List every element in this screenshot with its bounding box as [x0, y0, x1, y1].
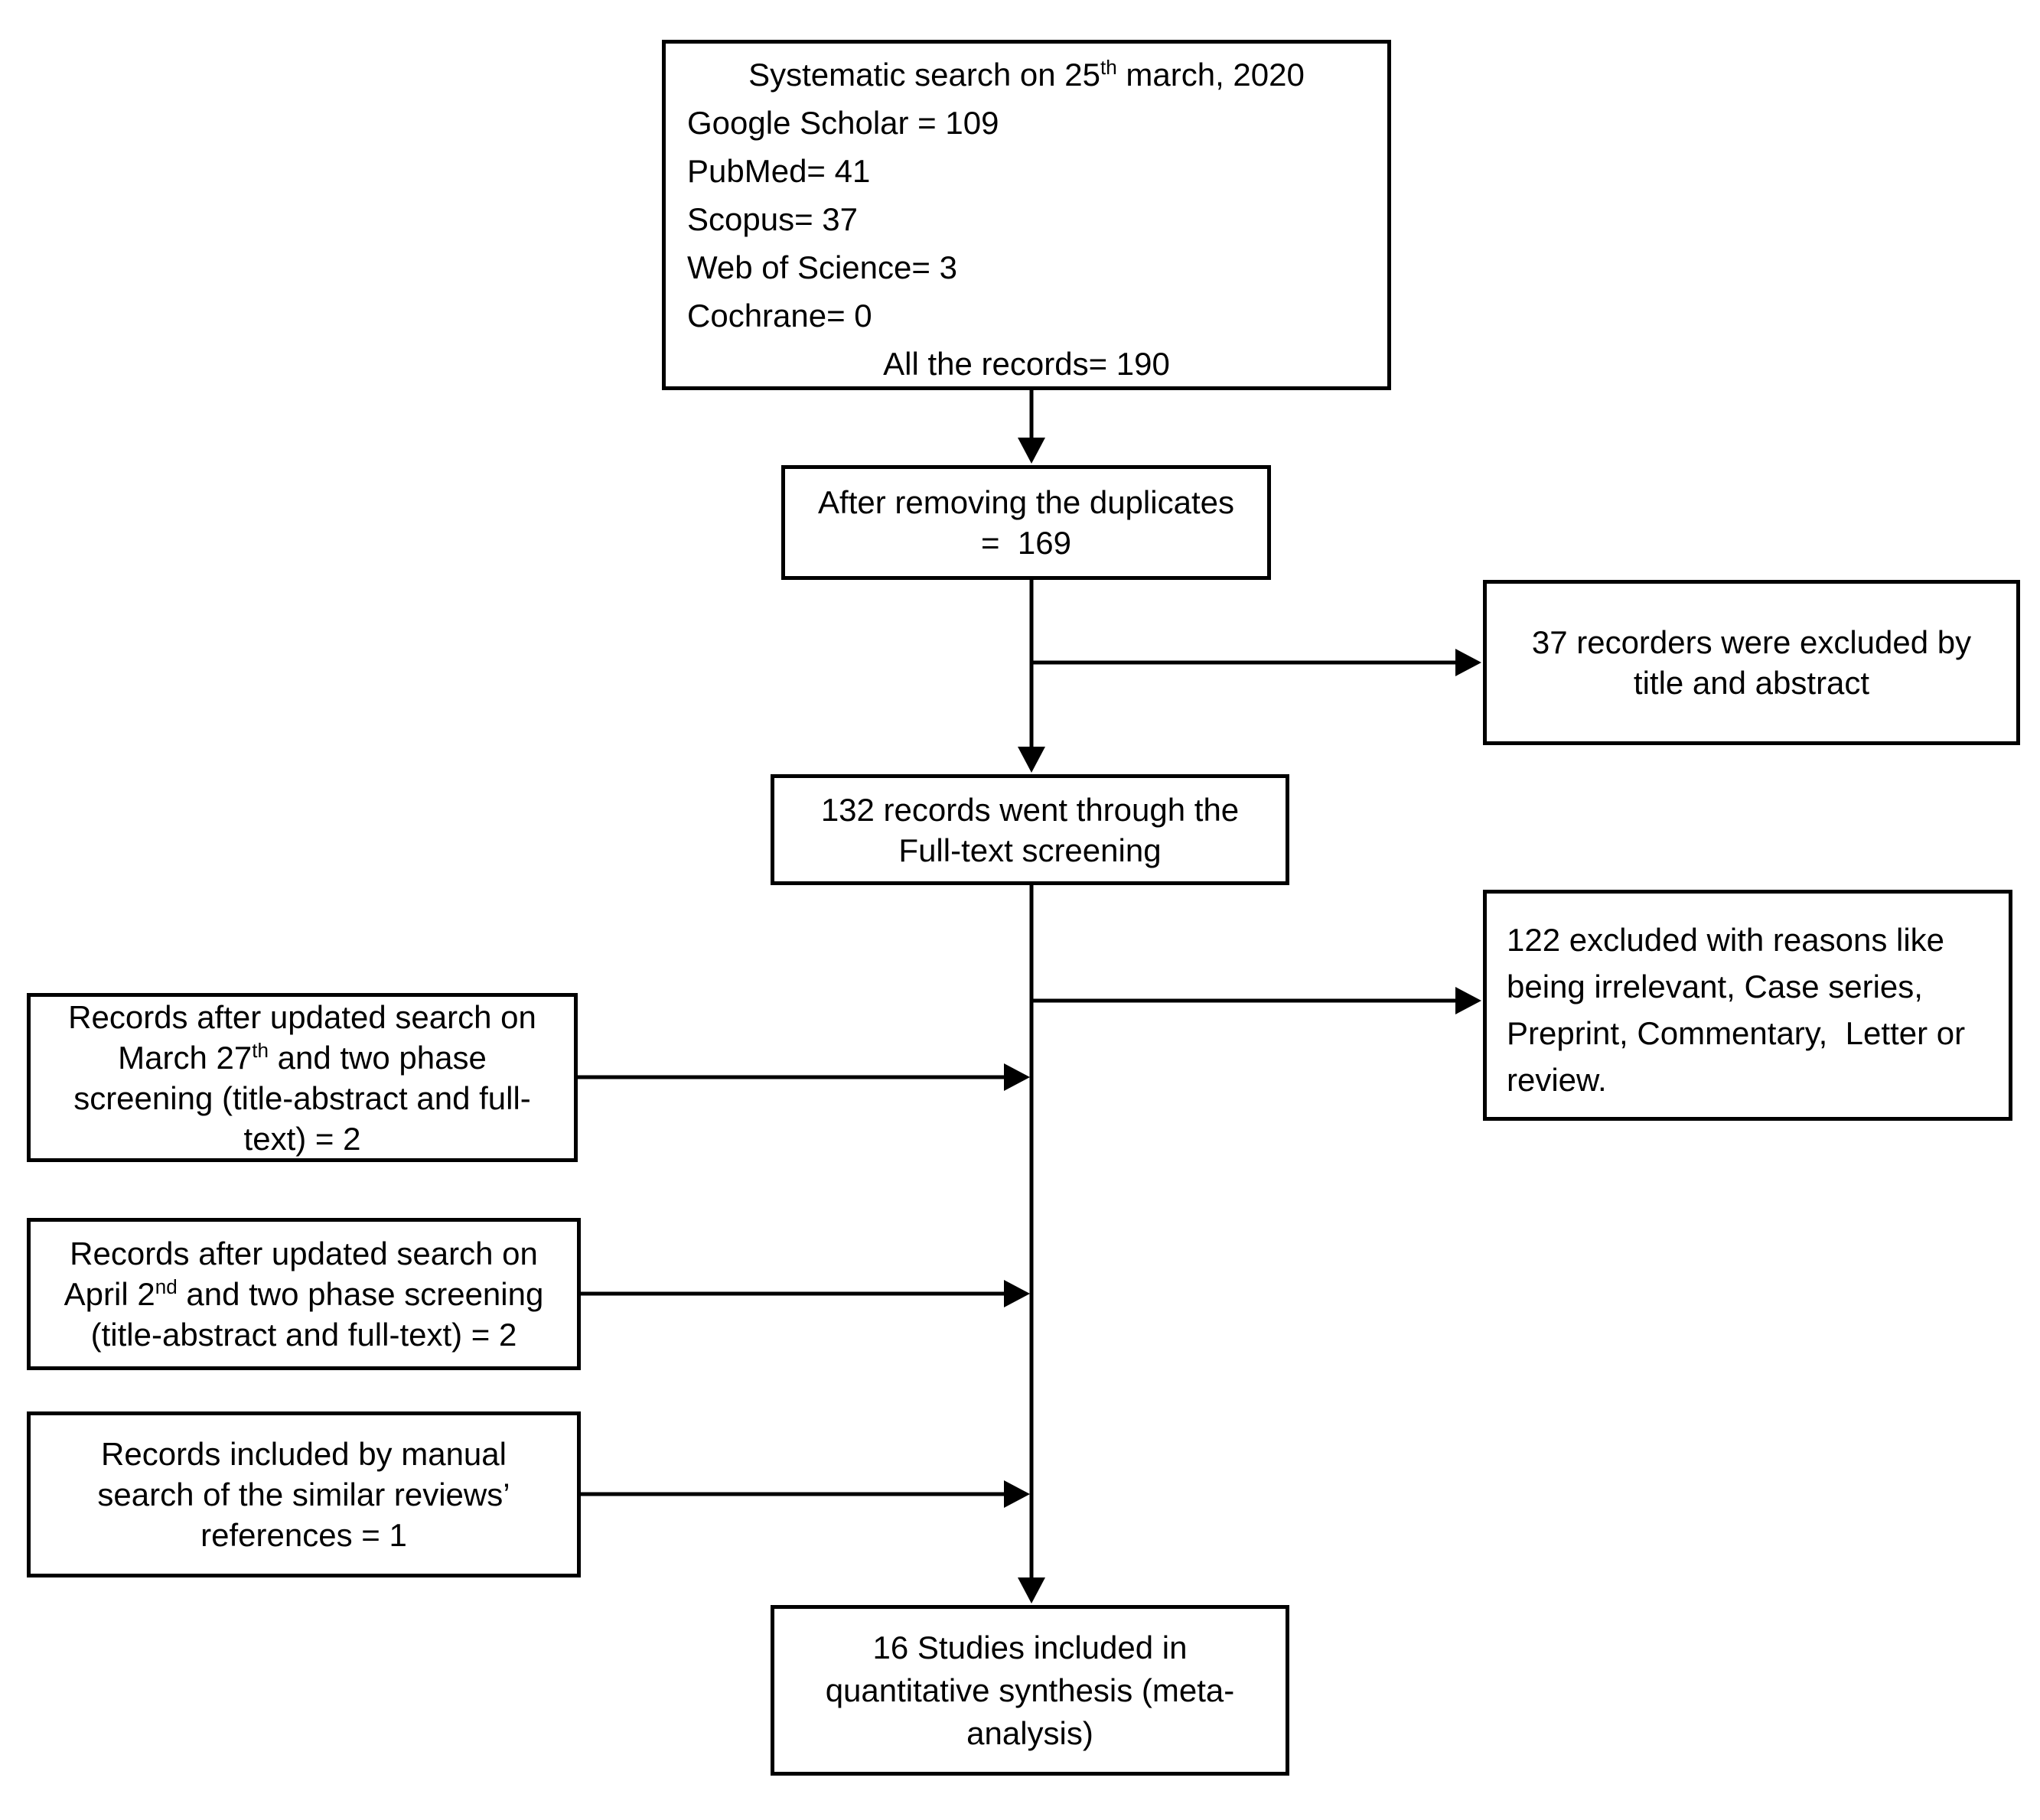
search-source-cochrane: Cochrane= 0: [687, 298, 872, 334]
search-title-superscript: th: [1100, 56, 1117, 79]
excluded-reasons-text: 122 excluded with reasons like being irrelevant, Case series, Preprint, Commentary, Letter or review.: [1507, 922, 1974, 1098]
search-title-pre: Systematic search on 25: [748, 57, 1101, 93]
fulltext-line1: 132 records went through the: [820, 791, 1240, 828]
arrowhead-updated-april: [1004, 1280, 1030, 1307]
arrowhead-manual-search: [1004, 1480, 1030, 1508]
search-total-records: All the records= 190: [883, 346, 1170, 382]
search-source-pubmed: PubMed= 41: [687, 153, 871, 189]
box-systematic-search: [662, 40, 1391, 390]
box-updated-search-march: [27, 993, 578, 1162]
updated-march-post: and two phase screening (title-abstract and full-text) = 2: [73, 1039, 531, 1157]
excluded-title-abstract-text: 37 recorders were excluded by title and abstract: [1531, 624, 1972, 701]
search-source-google-scholar: Google Scholar = 109: [687, 105, 999, 141]
included-studies-text: 16 Studies included in quantitative synthesis (meta-analysis): [825, 1629, 1235, 1751]
search-source-scopus: Scopus= 37: [687, 201, 859, 237]
search-source-web-of-science: Web of Science= 3: [687, 249, 957, 285]
updated-april-post: and two phase screening (title-abstract and full-text) = 2: [90, 1276, 544, 1353]
manual-search-text: Records included by manual search of the similar reviews’ references = 1: [97, 1436, 510, 1553]
box-excluded-reasons: [1483, 890, 2012, 1121]
box-fulltext-screening: [771, 774, 1289, 885]
arrowhead-excluded-title-abstract: [1455, 649, 1481, 676]
arrowhead-duplicates-to-fulltext: [1018, 747, 1045, 773]
box-updated-search-april: [27, 1218, 581, 1370]
box-included-studies: [771, 1605, 1289, 1776]
updated-april-superscript: nd: [155, 1275, 178, 1298]
duplicates-line2: = 169: [981, 525, 1071, 561]
box-excluded-title-abstract: [1483, 580, 2020, 745]
arrowhead-fulltext-to-included: [1018, 1577, 1045, 1603]
arrowhead-updated-march: [1004, 1063, 1030, 1091]
fulltext-line2: Full-text screening: [898, 832, 1162, 868]
updated-march-superscript: th: [252, 1038, 269, 1062]
updated-april-pre: Records after updated search on April 2: [64, 1236, 538, 1312]
updated-march-pre: Records after updated search on March 27: [68, 998, 536, 1076]
arrowhead-search-to-duplicates: [1018, 438, 1045, 464]
search-title: [684, 51, 1369, 99]
arrowhead-excluded-reasons: [1455, 987, 1481, 1014]
box-manual-search: [27, 1411, 581, 1577]
box-duplicates-removed: [781, 465, 1271, 580]
search-title-post: march, 2020: [1116, 57, 1305, 93]
duplicates-line1: After removing the duplicates: [818, 484, 1234, 520]
